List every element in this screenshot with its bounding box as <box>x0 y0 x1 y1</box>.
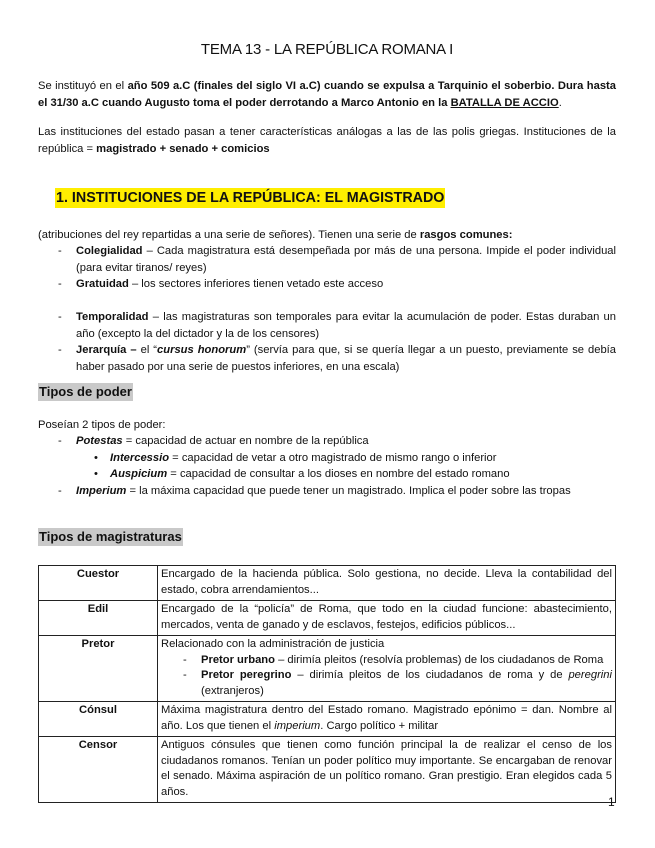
section-heading-magistrado: 1. INSTITUCIONES DE LA REPÚBLICA: EL MAGISTRADO <box>56 190 445 206</box>
list-item <box>38 309 616 342</box>
cell-magistratura-name: Censor <box>39 737 158 803</box>
cell-magistratura-name: Pretor <box>39 636 158 702</box>
consul-text: Máxima magistratura dentro del Estado romano. Magistrado epónimo = dan. Nombre al año. Los que tienen el <box>161 704 612 732</box>
list-item-text: (extranjeros) <box>201 684 264 697</box>
list-item-text: – dirimía pleitos de los ciudadanos de roma y de <box>291 669 569 681</box>
list-item-text: – dirimía pleitos (resolvía problemas) de los ciudadanos de Roma <box>274 653 604 666</box>
list-item-term: Pretor peregrino <box>201 669 292 681</box>
heading-tipos-poder: Tipos de poder <box>39 384 132 399</box>
list-item <box>38 243 616 276</box>
batalla-accio-text: BATALLA DE ACCIO <box>450 96 559 109</box>
list-item-text: = la máxima capacidad que puede tener un magistrado. Implica el poder sobre las tropas <box>126 484 571 497</box>
table-row <box>39 737 616 803</box>
dash-marker: - <box>58 344 62 356</box>
poder-lead: Poseían 2 tipos de poder: <box>38 419 166 431</box>
list-item-text: – las magistraturas son temporales para evitar la acumulación de poder. Estas duraban un año (excepto la del dictador y la de los censores) <box>76 311 616 340</box>
cell-magistratura-name: Cuestor <box>39 566 158 601</box>
list-item-term: Intercessio <box>110 451 170 464</box>
peregrini-text: peregrini <box>568 669 612 681</box>
list-item <box>38 450 616 467</box>
dash-marker: - <box>58 484 62 497</box>
list-item-term: Gratuidad <box>76 278 129 290</box>
list-item-term: Auspicium <box>110 468 168 480</box>
cursus-honorum-text: cursus honorum <box>157 344 247 356</box>
table-row <box>39 636 616 702</box>
list-item-term: Jerarquía – <box>76 344 137 356</box>
list-item <box>161 668 612 699</box>
magistraturas-table <box>38 565 616 803</box>
list-item <box>38 483 616 500</box>
rasgos-lead-text: (atribuciones del rey repartidas a una serie de señores). Tienen una serie de <box>38 229 420 241</box>
table-row <box>39 601 616 636</box>
list-item-term: Colegialidad <box>76 245 143 257</box>
heading-tipos-magistraturas: Tipos de magistraturas <box>39 529 182 544</box>
dash-marker: - <box>58 435 62 447</box>
cell-magistratura-name: Cónsul <box>39 702 158 737</box>
cell-magistratura-desc <box>158 636 616 702</box>
imperium-text: imperium <box>274 719 321 732</box>
dash-marker: - <box>58 245 62 257</box>
bullet-marker: • <box>94 468 98 480</box>
rasgos-comunes-label: rasgos comunes: <box>419 229 513 241</box>
instituciones-text: Las instituciones del estado pasan a tener características análogas a las de las polis griegas. Instituciones de la república = <box>38 126 616 155</box>
list-item-text: el “ <box>136 344 158 356</box>
intro-bold-text: año 509 a.C (finales del siglo VI a.C) cuando se expulsa a Tarquinio el soberbio. Dura hasta el 31/30 a.C cuando Augusto toma el poder derrotando a Marco Antonio en la <box>38 80 616 109</box>
table-row <box>39 566 616 601</box>
bullet-marker: • <box>94 451 98 464</box>
list-item-term: Imperium <box>76 484 127 497</box>
list-item-text: – los sectores inferiores tienen vetado este acceso <box>128 278 384 290</box>
instituciones-paragraph <box>38 124 616 157</box>
intro-paragraph <box>38 78 616 111</box>
cell-magistratura-desc: Encargado de la “policía” de Roma, que todo en la ciudad funcione: abastecimiento, mercados, venta de ganado y de esclavos, festejos, edificios públicos... <box>158 601 616 636</box>
cell-magistratura-desc <box>158 702 616 737</box>
list-item-text: = capacidad de consultar a los dioses en nombre del estado romano <box>167 468 510 480</box>
list-item-term: Potestas <box>76 435 123 447</box>
list-item <box>38 342 616 375</box>
dash-marker: - <box>58 278 62 290</box>
list-item <box>38 466 616 483</box>
list-item-text: = capacidad de vetar a otro magistrado de mismo rango o inferior <box>169 451 497 464</box>
dash-marker: - <box>183 653 187 666</box>
list-item <box>38 433 616 450</box>
intro-text: Se instituyó en el <box>38 80 128 92</box>
pretor-desc: Relacionado con la administración de justicia <box>161 638 385 650</box>
list-item-text: ” (servía para que, si se quería llegar a un puesto, previamente se debía haber pasado por una serie de puestos inferiores, en una escala) <box>76 344 617 373</box>
poder-list <box>38 433 616 499</box>
list-item-text: – Cada magistratura está desempeñada por más de una persona. Impide el poder individual (para evitar tiranos/ reyes) <box>76 245 616 274</box>
dash-marker: - <box>58 311 62 323</box>
cell-magistratura-name: Edil <box>39 601 158 636</box>
cell-magistratura-desc: Antiguos cónsules que tienen como función principal la de realizar el censo de los ciudadanos romanos. Tenían un poder político muy importante. Se encargaban de renovar el senado. Máxima aspiración de un político romano. Gran prestigio. Eran elegidos cada 5 años. <box>158 737 616 803</box>
page-number: 1 <box>608 795 615 809</box>
cell-magistratura-desc: Encargado de la hacienda pública. Solo gestiona, no decide. Lleva la contabilidad del estado, cobra arrendamientos... <box>158 566 616 601</box>
rasgos-lead <box>38 227 616 244</box>
page-title: TEMA 13 - LA REPÚBLICA ROMANA I <box>200 41 454 58</box>
list-item <box>38 276 616 293</box>
intro-period: . <box>558 96 562 109</box>
instituciones-bold-text: magistrado + senado + comicios <box>96 142 270 155</box>
dash-marker: - <box>183 669 187 681</box>
rasgos-list <box>38 243 616 375</box>
list-item <box>161 653 612 669</box>
consul-text: . Cargo político + militar <box>320 719 439 732</box>
list-item-text: = capacidad de actuar en nombre de la república <box>122 435 369 447</box>
list-item-term: Temporalidad <box>76 311 149 323</box>
table-row <box>39 702 616 737</box>
list-item-term: Pretor urbano <box>201 653 275 666</box>
